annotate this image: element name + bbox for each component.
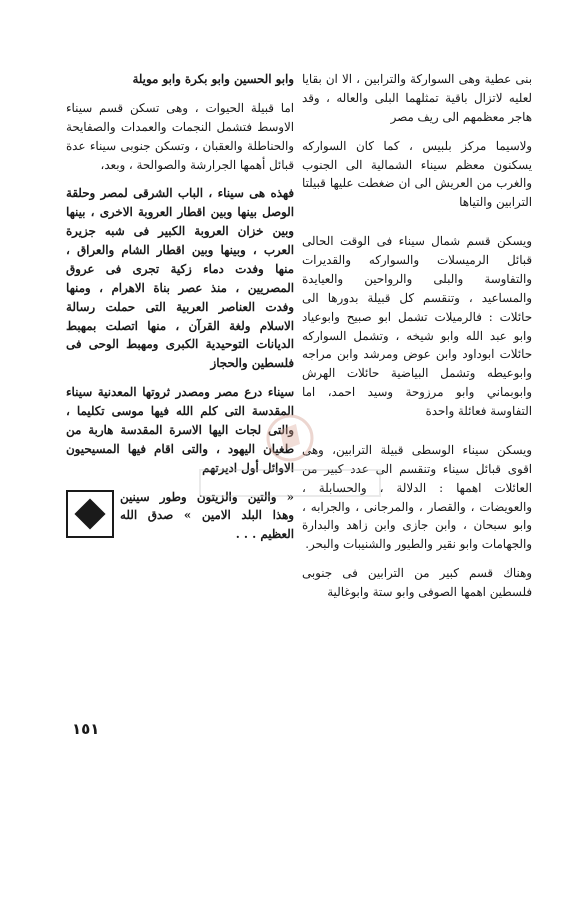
diamond-icon [66, 490, 114, 538]
left-column [66, 70, 294, 554]
paragraph: ولاسيما مركز بلبيس ، كما كان السواركه يسكنون معظم سيناء الشمالية الى الجنوب والغرب من العريش الى ان ضغطت عليها قبيلتا الترابين والتياها [302, 138, 532, 210]
paragraph: فهذه هى سيناء ، الباب الشرقى لمصر وحلقة الوصل بينها وبين اقطار العروبة الاخرى ، بينها وبين خزان العروبة الكبير فى شبه جزيرة العرب ، وبينها وبين اقطار الشام والعراق ، منها وفدت دماء زكية تجرى فى عروق المصريين ، منذ عصر بناة الاهرام ، ومنها وفدت العناصر العربية التى حملت رسالة الاسلام ولغة القرآن ، منها اتصلت بمهبط الديانات التوحيدية الكبرى ومهبط الوحى فى فلسطين والحجاز [66, 186, 294, 371]
paragraph: ويسكن سيناء الوسطى قبيلة الترابين، وهى اقوى قبائل سيناء وتنقسم الى عدد كبير من العائلات اهمها : الدلالة ، والحسابلة ، والعويضات ، والقصار ، والمرجانى ، والجرابه ، وابو سبحان ، وابن جازى وابن زاهد والبدارة والجهامات وابو نقير والطيور والشنيبات والبحر. [302, 442, 532, 552]
paragraph: اما قبيلة الحيوات ، وهى تسكن قسم سيناء الاوسط فتشمل النجمات والعمدات والصفايحة والحناطلة والعقبان ، وتسكن جنوبى سيناء عدة قبائل أهمها الجرارشة والصوالحة ، وبعد، [66, 100, 294, 172]
paragraph: ويسكن قسم شمال سيناء فى الوقت الحالى قبائل الرميسلات والسواركه والقديرات والتفاوسة والبلى والرواحين والعيايدة والمساعيد ، وتنقسم كل قبيلة بدورها الى حائلات : فالرميلات تشمل ابو صبيح وابوعياد وابو عبد الله وابو شيخه ، وتشمل السواركه حائلات ابوداود وابن عوض ومرشد وابن مراجه وابوعيطه وتشمل البياضية حائلات الهرش وابوبماني وابو مرزوحة وسيد احمد، اما التفاوسة فعائلة واحدة [302, 234, 532, 418]
diamond-shape [74, 498, 105, 529]
paragraph: بنى عطية وهى السواركة والترابين ، الا ان بقايا لعليه لاتزال باقية تمثلهما البلى والعاله ، وقد هاجر معظمهم الى ريف مصر [302, 72, 532, 124]
quran-quote: « والتين والزيتون وطور سينين وهذا البلد الامين » صدق الله العظيم . . . [120, 489, 294, 542]
paragraph: وابو الحسين وابو بكرة وابو مويلة [132, 72, 294, 86]
paragraph: سيناء درع مصر ومصدر ثروتها المعدنية سيناء المقدسة التى كلم الله فيها موسى تكليما ، والتى لجات اليها الاسرة المقدسة هاربة من طغيان اليهود ، والتى اقام فيها المسيحيون الاوائل أول اديرتهم [66, 385, 294, 475]
paragraph: وهناك قسم كبير من الترابين فى جنوبى فلسطين اهمها الصوفى وابو ستة وابوغالية [302, 566, 532, 599]
page-number: ١٥١ [72, 720, 100, 738]
right-column [302, 70, 532, 612]
